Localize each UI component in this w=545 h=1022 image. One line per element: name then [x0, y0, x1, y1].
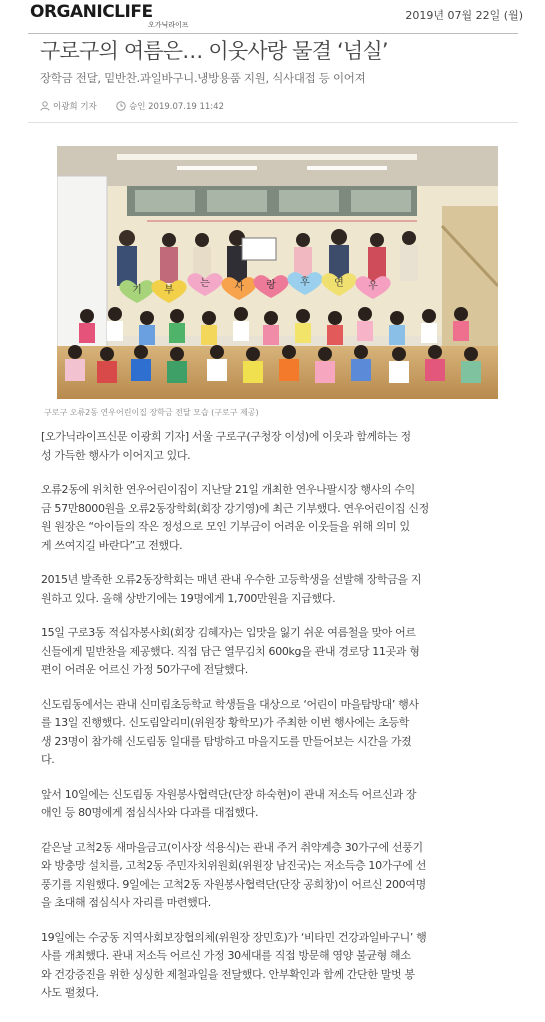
paragraph-line: 을 초대해 점심식사 자리를 마련했다. — [41, 896, 211, 909]
paragraph-line: 같은날 고척2동 새마을금고(이사장 석용식)는 관내 주거 취약계층 30가구에 선풍기 — [41, 840, 423, 854]
paragraph-line: 2015년 발족한 오류2동장학회는 매년 관내 우수한 고등학생을 선발해 장학금을 지 — [41, 573, 422, 586]
approved-text: 승인 2019.07.19 11:42 — [129, 102, 224, 112]
paragraph-line: 신들에게 밑반찬을 제공했다. 직접 담근 열무김치 600kg을 관내 경로당 11곳과 형 — [41, 644, 420, 658]
paragraph-line: 오류2동에 위치한 연우어린이집이 지난달 21일 개최한 연우나팔시장 행사의 수익 — [41, 483, 415, 496]
paragraph-line: 와 건강증진을 위한 싱싱한 제철과일을 전달했다. 안부확인과 함께 간단한 말벗 봉 — [41, 967, 415, 981]
paragraph-line: 풍기를 지원했다. 9일에는 고척2동 자원봉사협력단(단장 공희창)이 어르신 200여명 — [41, 877, 426, 891]
logo-subtext: 오가닉라이프 — [148, 21, 189, 29]
paragraph-line: 금 57만8000원을 오류2동장학회(회장 강기영)에 최근 기부했다. 연우어린이집 신정 — [41, 501, 429, 515]
article-body — [41, 428, 509, 1019]
issue-date: 2019년 07월 22일 (월) — [405, 9, 523, 22]
paragraph-line: 편이 어려운 어르신 가정 50가구에 전달했다. — [41, 663, 248, 676]
paragraph-6 — [41, 786, 509, 823]
photo-sign-8: 우 — [368, 281, 378, 292]
reporter-name: 이광희 기자 — [53, 102, 97, 112]
photo-sign-5: 랑 — [266, 280, 276, 291]
paragraph-line: 19일에는 수궁동 지역사회보장협의체(위원장 장민호)가 ‘비타민 건강과일바구니’ 행 — [41, 930, 427, 944]
paragraph-line: [오가닉라이프신문 이광희 기자] 서울 구로구(구청장 이성)에 이웃과 함께하는 정 — [41, 430, 411, 443]
paragraph-2 — [41, 481, 509, 555]
photo-caption: 구로구 오류2동 연우어린이집 장학금 전달 모습 (구로구 제공) — [44, 408, 259, 417]
photo-sign-3: 는 — [200, 278, 210, 289]
logo-text: ORGANICLIFE — [30, 2, 153, 22]
article-subtitle: 장학금 전달, 밑반찬.과일바구니.냉방용품 지원, 식사대접 등 이어져 — [40, 71, 366, 85]
paragraph-line: 사도 펼쳤다. — [41, 986, 99, 999]
photo-sign-4: 사 — [234, 282, 244, 293]
paragraph-1 — [41, 428, 509, 465]
paragraph-line: 성 가득한 행사가 이어지고 있다. — [41, 448, 191, 462]
paragraph-line: 원 원장은 “아이들의 작은 정성으로 모인 기부금이 어려운 이웃들을 위해 의미 있 — [41, 520, 410, 533]
photo-sign-6: 후 — [300, 277, 310, 288]
person-icon — [40, 101, 50, 111]
paragraph-3 — [41, 571, 509, 608]
paragraph-line: 와 방충망 설치를, 고척2동 주민자치위원회(위원장 남진국)는 저소득층 10가구에 선 — [41, 859, 426, 872]
approved-time — [116, 100, 224, 114]
paragraph-line: 신도림동에서는 관내 신미림초등학교 학생들을 대상으로 ‘어린이 마을탐방대’ 행사 — [41, 697, 419, 711]
paragraph-line: 게 쓰여지길 바란다”고 전했다. — [41, 538, 183, 552]
paragraph-7 — [41, 839, 509, 913]
paragraph-line: 애인 등 80명에게 점심식사와 다과를 대접했다. — [41, 806, 259, 819]
clock-icon — [116, 101, 126, 111]
paragraph-line: 다. — [41, 753, 55, 766]
paragraph-8 — [41, 929, 509, 1003]
photo-sign-2: 부 — [164, 285, 174, 296]
photo-sign-1: 기 — [132, 285, 142, 296]
paragraph-4 — [41, 624, 509, 680]
meta-divider — [28, 122, 518, 123]
header-divider — [28, 33, 518, 34]
paragraph-line: 원하고 있다. 올해 상반기에는 19명에게 1,700만원을 지급했다. — [41, 591, 336, 605]
paragraph-line: 15일 구로3동 적십자봉사회(회장 김혜자)는 입맛을 잃기 쉬운 여름철을 맞아 어르 — [41, 626, 416, 639]
paragraph-line: 를 13일 진행했다. 신도림알리미(위원장 황학모)가 주최한 이번 행사에는 초등학 — [41, 716, 410, 729]
photo-sign-7: 연 — [334, 278, 344, 289]
paragraph-line: 사를 개최했다. 관내 저소득 어르신 가정 30세대를 직접 방문해 영양 불균형 해소 — [41, 949, 411, 962]
article-title: 구로구의 여름은… 이웃사랑 물결 ‘넘실’ — [40, 39, 388, 63]
paragraph-line: 생 23명이 참가해 신도림동 일대를 탐방하고 마을지도를 만들어보는 시간을 가졌 — [41, 734, 412, 748]
site-logo[interactable] — [30, 4, 200, 30]
masthead — [0, 0, 545, 32]
paragraph-5 — [41, 696, 509, 770]
group-photo-illustration — [57, 146, 498, 399]
paragraph-line: 앞서 10일에는 신도림동 자원봉사협력단(단장 하숙현)이 관내 저소득 어르신과 장 — [41, 787, 417, 801]
article-photo[interactable] — [57, 146, 498, 399]
reporter-byline[interactable] — [40, 100, 97, 114]
